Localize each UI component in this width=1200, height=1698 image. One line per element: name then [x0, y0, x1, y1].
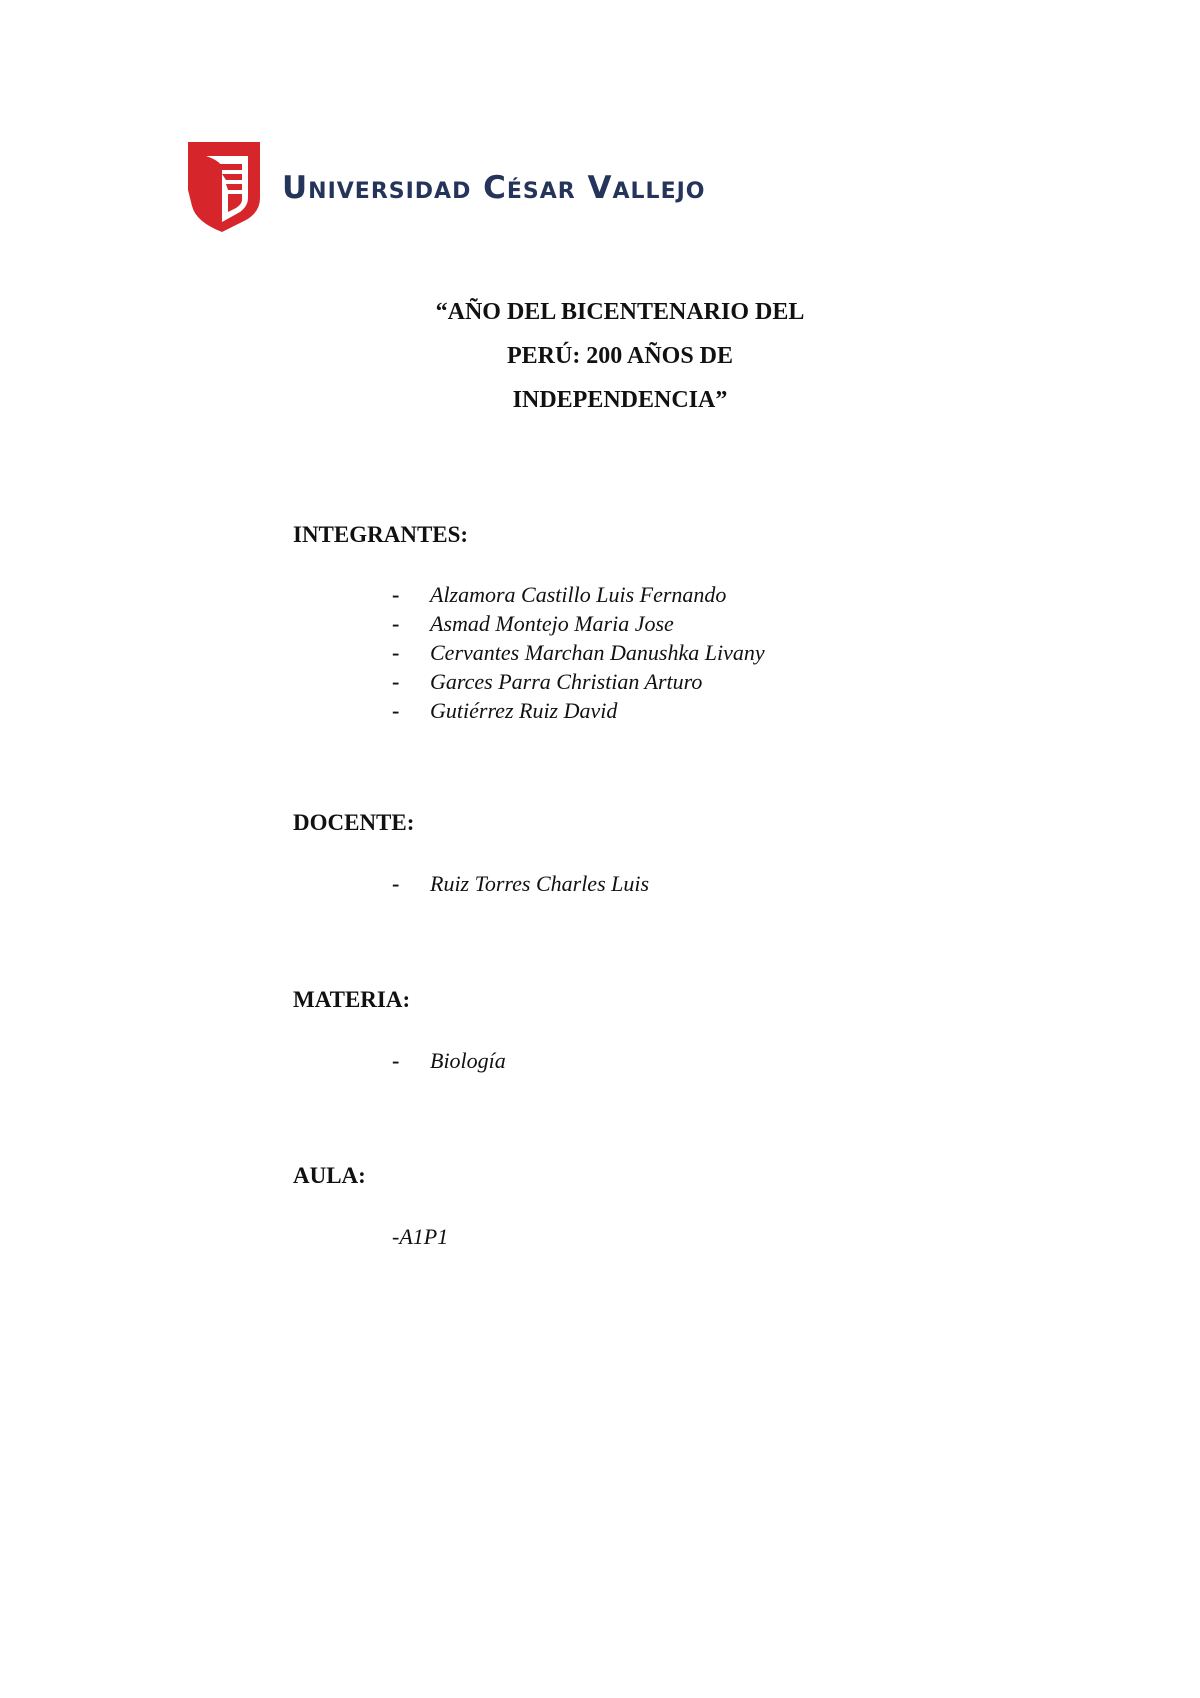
list-item: [392, 696, 765, 725]
member-name: Cervantes Marchan Danushka Livany: [430, 640, 765, 665]
bullet-dash: -: [392, 669, 400, 694]
materia-list: [392, 1046, 506, 1075]
aula-value: -A1P1: [392, 1224, 449, 1249]
university-shield-icon: [186, 140, 262, 232]
list-item: [392, 609, 765, 638]
university-logo: [186, 140, 736, 232]
integrantes-heading: INTEGRANTES:: [293, 522, 469, 547]
list-item: [392, 1046, 506, 1075]
member-name: Gutiérrez Ruiz David: [430, 698, 618, 723]
list-item: [392, 667, 765, 696]
bullet-dash: -: [392, 582, 400, 607]
docente-heading: DOCENTE:: [293, 810, 415, 835]
materia-heading: MATERIA:: [293, 987, 411, 1012]
title-line: PERÚ: 200 AÑOS DE: [506, 343, 734, 369]
list-item: [392, 638, 765, 667]
docente-name: Ruiz Torres Charles Luis: [430, 871, 650, 896]
bullet-dash: -: [392, 1048, 400, 1073]
list-item: [392, 580, 765, 609]
list-item: [392, 869, 649, 898]
bullet-dash: -: [392, 698, 400, 723]
docente-list: [392, 869, 649, 898]
bullet-dash: -: [392, 871, 400, 896]
aula-heading: AULA:: [293, 1163, 366, 1188]
integrantes-list: [392, 580, 765, 725]
bullet-dash: -: [392, 611, 400, 636]
title-line: “AÑO DEL BICENTENARIO DEL: [435, 299, 805, 325]
title-line: INDEPENDENCIA”: [512, 387, 728, 413]
member-name: Asmad Montejo Maria Jose: [430, 611, 674, 636]
document-title: [300, 290, 940, 422]
member-name: Alzamora Castillo Luis Fernando: [430, 582, 727, 607]
member-name: Garces Parra Christian Arturo: [430, 669, 703, 694]
bullet-dash: -: [392, 640, 400, 665]
university-name: Universidad César Vallejo: [282, 170, 706, 206]
materia-name: Biología: [430, 1048, 506, 1073]
